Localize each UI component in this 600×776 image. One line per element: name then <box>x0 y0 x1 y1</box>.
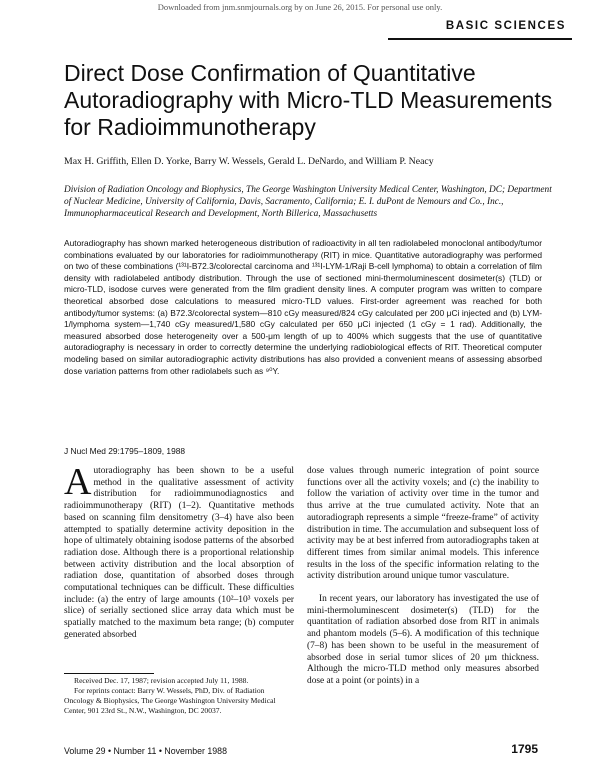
download-notice: Downloaded from jnm.snmjournals.org by on June 26, 2015. For personal use only. <box>157 2 443 12</box>
affiliation: Division of Radiation Oncology and Biophysics, The George Washington University Medical Center, Washington, DC; Department of Nuclear Medicine, University of California, Davis, Sacramento, California; E. I. duPont de Nemours and Co., Inc., Immunopharmaceutical Research and Development, North Billerica, Massachusetts <box>64 185 552 219</box>
issue-info: Volume 29 • Number 11 • November 1988 <box>64 746 227 756</box>
body-paragraph: utoradiography has been shown to be a useful method in the qualitative assessment of activity distribution for radioimmunodiagnostics and radioimmunotherapy (RIT) (1–2). Quantitative methods based on scanning film densitometry (3–4) have also been attempted to spatially determine activity deposition in the hope of ultimately obtaining isodose patterns of the absorbed radiation dose. Although there is a proportional relationship between activity distribution and the local absorption of radiation dose, quantitation of absorbed doses through computational techniques can be difficult. These difficulties include: (a) the entry of large amounts (10²–10³ voxels per slice) of serially sectioned slice array data which must be spatially matched to the maximum beta range; (b) computer generated absorbed <box>64 466 294 640</box>
body-paragraph: dose values through numeric integration of point source functions over all the activity voxels; and (c) the inability to follow the variation of activity over time in the tumor and thus arrive at the true cumulated activity. Note that an autoradiograph represents a simple “freeze-frame” of activity distribution in time. The accumulation and subsequent loss of activity may be at best inferred from autoradiographs taken at different times from similar animal models. This inference results in the loss of the specific information relating to the activity distribution around unique tumor vasculature. <box>307 466 539 582</box>
footnote-received: Received Dec. 17, 1987; revision accepted July 11, 1988. <box>74 676 249 685</box>
article-title: Direct Dose Confirmation of Quantitative Autoradiography with Micro-TLD Measurements for Radioimmunotherapy <box>64 60 553 140</box>
section-label: BASIC SCIENCES <box>445 20 566 32</box>
body-paragraph: In recent years, our laboratory has investigated the use of mini-thermoluminescent dosimeter(s) (TLD) for the quantitation of radiation absorbed dose from RIT in animals and phantom models (5–6). A modification of this technique (7–8) has been shown to be useful in the measurement of absorbed dose in serial tumor slices of 20 μm thickness. Although the micro-TLD method only measures absorbed dose at a point (or points) in a <box>307 594 539 686</box>
section-rule <box>388 38 572 40</box>
footnote-rule <box>64 673 154 674</box>
footnote <box>64 676 296 716</box>
citation: J Nucl Med 29:1795–1809, 1988 <box>64 446 186 456</box>
page-number: 1795 <box>511 742 538 756</box>
body-column-left <box>64 461 294 642</box>
footnote-reprints: For reprints contact: Barry W. Wessels, PhD, Div. of Radiation Oncology & Biophysics, The George Washington University Medical Center, 901 23rd St., N.W., Washington, DC 20037. <box>64 686 276 715</box>
drop-cap: A <box>64 461 92 503</box>
abstract: Autoradiography has shown marked heterogeneous distribution of radioactivity in all ten radiolabeled monoclonal antibody/tumor combinations evaluated by our laboratories for radioimmunotherapy (RIT) in mice. Quantitative autoradiography was performed on two of these combinations (¹³¹I-B72.3/colorectal carcinoma and ¹³¹I-LYM-1/Raji B-cell lymphoma) to obtain a correlation of film density with radiolabeled antibody distribution. Through the use of sectioned mini-thermoluminescent dosimeter(s) (TLD) or micro-TLD, isodose curves were generated from the film gradient density lines. A computer program was written to compare theoretical absorbed dose calculations to measured micro-TLD values. First-order agreement was reached for both antibody/tumor systems: (a) B72.3/colorectal system—810 cGy measured/824 cGy calculated per 200 μCi injected and (b) LYM-1/lymphoma system—1,740 cGy measured/1,580 cGy calculated per 650 μCi injected (1 cGy = 1 rad). Additionally, the measured absorbed dose heterogeneity over a 500-μm length of up to 400% which suggests that the use of quantitative autoradiography is necessary in order to correctly determine the underlying radiobiological effects of RIT. Theoretical computer modeling based on similar autoradiographic activity distributions has also provided a convenient means of assessing absorbed dose variation patterns from other radiolabels such as ⁹⁰Y. <box>64 238 542 376</box>
body-column-right <box>307 466 539 699</box>
authors: Max H. Griffith, Ellen D. Yorke, Barry W. Wessels, Gerald L. DeNardo, and William P. Neacy <box>64 156 434 167</box>
